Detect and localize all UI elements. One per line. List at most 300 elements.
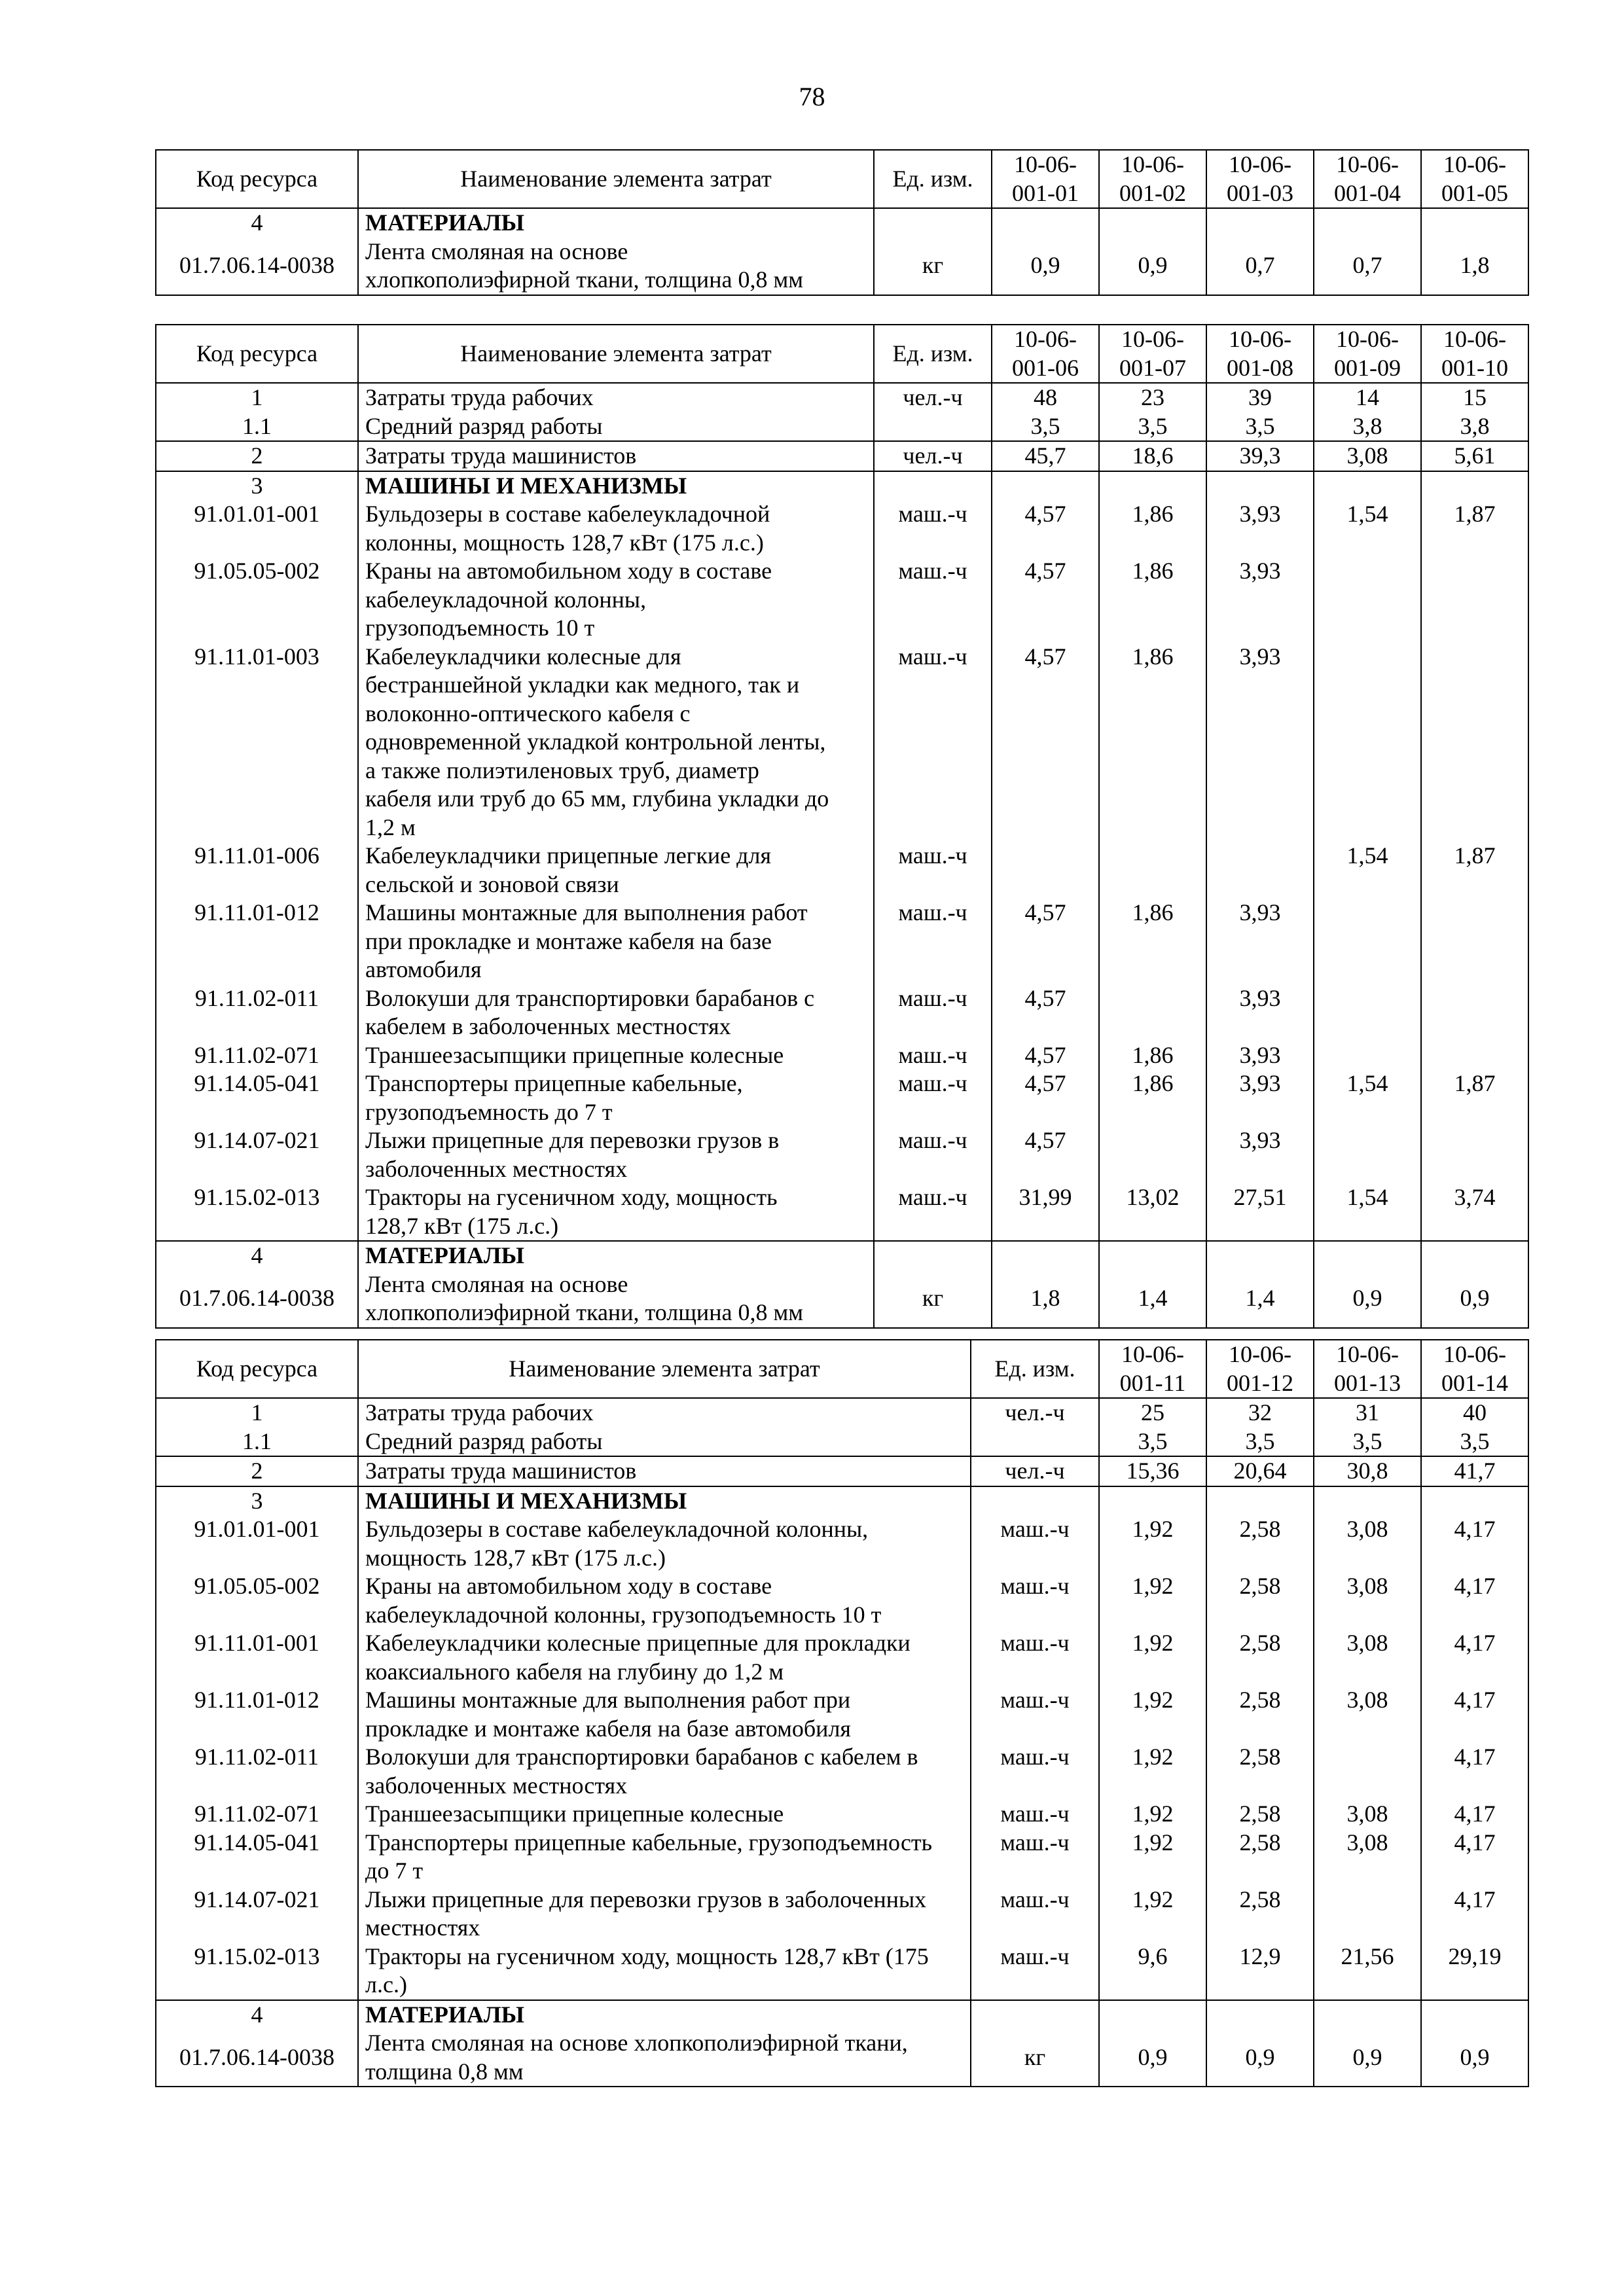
header-rate-code: 10-06- 001-01 <box>992 150 1099 208</box>
rate-value: 2,58 <box>1206 1629 1314 1686</box>
cost-element-name: Волокуши для транспортировки барабанов с кабелем в заболоченных местностях <box>358 1743 971 1800</box>
unit: маш.-ч <box>971 1829 1099 1886</box>
resource-code: 91.11.02-071 <box>156 1800 358 1829</box>
rate-value <box>1099 842 1206 899</box>
rate-value: 2,58 <box>1206 1572 1314 1629</box>
rate-value: 31,99 <box>992 1183 1099 1241</box>
resource-code: 1.1 <box>156 1427 358 1457</box>
header-rate-code: 10-06- 001-11 <box>1099 1340 1206 1398</box>
unit: маш.-ч <box>971 1686 1099 1743</box>
rate-value: 2,58 <box>1206 1743 1314 1800</box>
rate-value: 0,7 <box>1206 238 1314 295</box>
table-header-row <box>156 150 1528 208</box>
rate-value: 4,57 <box>992 643 1099 842</box>
rate-value <box>1206 2000 1314 2030</box>
header-code: Код ресурса <box>156 1340 358 1398</box>
rate-value: 3,5 <box>1206 412 1314 442</box>
header-unit: Ед. изм. <box>971 1340 1099 1398</box>
rate-value: 20,64 <box>1206 1456 1314 1486</box>
rate-value: 45,7 <box>992 441 1099 471</box>
rate-value: 0,9 <box>992 238 1099 295</box>
rate-value <box>1206 1241 1314 1270</box>
rate-value: 3,93 <box>1206 500 1314 557</box>
rate-value: 5,61 <box>1421 441 1528 471</box>
table-row <box>156 1270 1528 1328</box>
rate-value: 3,08 <box>1314 1572 1421 1629</box>
cost-element-name: МАТЕРИАЛЫ <box>358 2000 971 2030</box>
rate-value <box>1314 1241 1421 1270</box>
rate-value: 1,92 <box>1099 1629 1206 1686</box>
rate-value: 4,17 <box>1421 1629 1528 1686</box>
header-rate-code: 10-06- 001-09 <box>1314 325 1421 383</box>
resource-code: 91.05.05-002 <box>156 1572 358 1629</box>
rate-value: 0,9 <box>1421 1270 1528 1328</box>
resource-table-1 <box>155 149 1529 296</box>
rate-value: 3,5 <box>992 412 1099 442</box>
rate-value: 1,86 <box>1099 899 1206 984</box>
rate-value: 3,08 <box>1314 1686 1421 1743</box>
unit: маш.-ч <box>971 1629 1099 1686</box>
rate-value: 30,8 <box>1314 1456 1421 1486</box>
rate-value: 1,92 <box>1099 1515 1206 1572</box>
rate-value: 13,02 <box>1099 1183 1206 1241</box>
unit: маш.-ч <box>874 557 992 643</box>
rate-value: 21,56 <box>1314 1943 1421 2000</box>
cost-element-name: Траншеезасыпщики прицепные колесные <box>358 1041 874 1070</box>
unit: маш.-ч <box>874 1183 992 1241</box>
resource-code: 91.11.01-012 <box>156 899 358 984</box>
unit: чел.-ч <box>874 383 992 412</box>
table-row <box>156 1686 1528 1743</box>
resource-code: 91.14.05-041 <box>156 1829 358 1886</box>
rate-value: 3,93 <box>1206 1041 1314 1070</box>
rate-value: 3,74 <box>1421 1183 1528 1241</box>
rate-value: 4,57 <box>992 1069 1099 1126</box>
rate-value: 3,5 <box>1099 1427 1206 1457</box>
cost-element-name: Тракторы на гусеничном ходу, мощность 128,7 кВт (175 л.с.) <box>358 1183 874 1241</box>
rate-value: 0,9 <box>1421 2029 1528 2087</box>
cost-element-name: Бульдозеры в составе кабелеукладочной колонны, мощность 128,7 кВт (175 л.с.) <box>358 500 874 557</box>
rate-value: 1,87 <box>1421 500 1528 557</box>
page-number: 78 <box>799 82 825 111</box>
unit: маш.-ч <box>971 1743 1099 1800</box>
cost-element-name: МАШИНЫ И МЕХАНИЗМЫ <box>358 1486 971 1516</box>
header-rate-code: 10-06- 001-03 <box>1206 150 1314 208</box>
unit: чел.-ч <box>971 1398 1099 1427</box>
rate-value: 15,36 <box>1099 1456 1206 1486</box>
cost-element-name: Затраты труда рабочих <box>358 383 874 412</box>
rate-value: 1,92 <box>1099 1800 1206 1829</box>
header-unit: Ед. изм. <box>874 325 992 383</box>
table-row <box>156 1572 1528 1629</box>
resource-code: 91.11.01-012 <box>156 1686 358 1743</box>
table-row <box>156 842 1528 899</box>
unit: кг <box>971 2029 1099 2087</box>
rate-value: 0,9 <box>1099 238 1206 295</box>
unit: маш.-ч <box>874 1069 992 1126</box>
rate-value: 1,54 <box>1314 842 1421 899</box>
resource-code: 91.15.02-013 <box>156 1183 358 1241</box>
header-rate-code: 10-06- 001-14 <box>1421 1340 1528 1398</box>
rate-value: 3,08 <box>1314 1629 1421 1686</box>
rate-value: 1,4 <box>1099 1270 1206 1328</box>
rate-value: 1,87 <box>1421 842 1528 899</box>
rate-value: 1,86 <box>1099 643 1206 842</box>
rate-value <box>1314 1126 1421 1183</box>
rate-value: 1,92 <box>1099 1743 1206 1800</box>
cost-element-name: Машины монтажные для выполнения работ при прокладке и монтаже кабеля на базе автомобиля <box>358 899 874 984</box>
rate-value <box>1421 1486 1528 1516</box>
rate-value <box>1421 984 1528 1041</box>
rate-value: 1,92 <box>1099 1572 1206 1629</box>
resource-code: 1 <box>156 383 358 412</box>
rate-value <box>1099 1126 1206 1183</box>
rate-value <box>1421 2000 1528 2030</box>
table-row <box>156 643 1528 842</box>
cost-element-name: Лыжи прицепные для перевозки грузов в заболоченных местностях <box>358 1126 874 1183</box>
table-header-row <box>156 325 1528 383</box>
rate-value: 25 <box>1099 1398 1206 1427</box>
unit: кг <box>874 1270 992 1328</box>
table-row <box>156 383 1528 412</box>
rate-value: 1,86 <box>1099 500 1206 557</box>
cost-element-name: Лыжи прицепные для перевозки грузов в заболоченных местностях <box>358 1886 971 1943</box>
resource-code: 91.05.05-002 <box>156 557 358 643</box>
resource-code: 2 <box>156 1456 358 1486</box>
table-row <box>156 1629 1528 1686</box>
cost-element-name: Кабелеукладчики прицепные легкие для сельской и зоновой связи <box>358 842 874 899</box>
rate-value: 3,5 <box>1314 1427 1421 1457</box>
rate-value: 1,4 <box>1206 1270 1314 1328</box>
table-row <box>156 1126 1528 1183</box>
rate-value: 3,08 <box>1314 1515 1421 1572</box>
resource-code: 91.01.01-001 <box>156 1515 358 1572</box>
rate-value: 12,9 <box>1206 1943 1314 2000</box>
rate-value: 3,5 <box>1421 1427 1528 1457</box>
resource-table-3 <box>155 1339 1529 2087</box>
rate-value: 9,6 <box>1099 1943 1206 2000</box>
rate-value: 29,19 <box>1421 1943 1528 2000</box>
unit: маш.-ч <box>874 899 992 984</box>
rate-value <box>1099 984 1206 1041</box>
resource-code: 1.1 <box>156 412 358 442</box>
rate-value: 2,58 <box>1206 1829 1314 1886</box>
header-rate-code: 10-06- 001-05 <box>1421 150 1528 208</box>
unit <box>971 2000 1099 2030</box>
rate-value: 3,08 <box>1314 1829 1421 1886</box>
rate-value <box>1099 1241 1206 1270</box>
rate-value: 3,8 <box>1314 412 1421 442</box>
unit <box>874 1241 992 1270</box>
unit <box>874 471 992 501</box>
rate-value <box>1421 643 1528 842</box>
cost-element-name: Лента смоляная на основе хлопкополиэфирной ткани, толщина 0,8 мм <box>358 1270 874 1328</box>
rate-value: 2,58 <box>1206 1515 1314 1572</box>
cost-element-name: МАТЕРИАЛЫ <box>358 208 874 238</box>
resource-code: 4 <box>156 208 358 238</box>
cost-element-name: МАТЕРИАЛЫ <box>358 1241 874 1270</box>
table-row <box>156 1515 1528 1572</box>
resource-code: 2 <box>156 441 358 471</box>
resource-code: 91.14.05-041 <box>156 1069 358 1126</box>
table-row <box>156 2000 1528 2030</box>
rate-value <box>1206 208 1314 238</box>
rate-value <box>1314 1886 1421 1943</box>
unit <box>874 208 992 238</box>
cost-element-name: Затраты труда машинистов <box>358 441 874 471</box>
rate-value: 48 <box>992 383 1099 412</box>
rate-value <box>992 471 1099 501</box>
header-rate-code: 10-06- 001-07 <box>1099 325 1206 383</box>
rate-value: 4,57 <box>992 1041 1099 1070</box>
rate-value <box>992 842 1099 899</box>
cost-element-name: Средний разряд работы <box>358 1427 971 1457</box>
cost-element-name: Тракторы на гусеничном ходу, мощность 128,7 кВт (175 л.с.) <box>358 1943 971 2000</box>
rate-value: 4,17 <box>1421 1686 1528 1743</box>
rate-value: 3,93 <box>1206 984 1314 1041</box>
resource-code: 91.11.02-071 <box>156 1041 358 1070</box>
table-row <box>156 238 1528 295</box>
rate-value <box>1421 1041 1528 1070</box>
header-rate-code: 10-06- 001-08 <box>1206 325 1314 383</box>
rate-value: 14 <box>1314 383 1421 412</box>
unit: маш.-ч <box>971 1572 1099 1629</box>
table-row <box>156 1943 1528 2000</box>
rate-value: 4,17 <box>1421 1572 1528 1629</box>
table-row <box>156 500 1528 557</box>
rate-value: 39 <box>1206 383 1314 412</box>
table-row <box>156 1456 1528 1486</box>
table-header-row <box>156 1340 1528 1398</box>
rate-value: 4,17 <box>1421 1829 1528 1886</box>
unit: чел.-ч <box>874 441 992 471</box>
rate-value <box>992 208 1099 238</box>
table-row <box>156 2029 1528 2087</box>
rate-value <box>1314 2000 1421 2030</box>
rate-value <box>1314 899 1421 984</box>
rate-value <box>1314 984 1421 1041</box>
rate-value: 4,57 <box>992 899 1099 984</box>
rate-value: 23 <box>1099 383 1206 412</box>
rate-value <box>1099 2000 1206 2030</box>
header-rate-code: 10-06- 001-13 <box>1314 1340 1421 1398</box>
resource-code: 91.15.02-013 <box>156 1943 358 2000</box>
unit: маш.-ч <box>971 1943 1099 2000</box>
cost-element-name: МАШИНЫ И МЕХАНИЗМЫ <box>358 471 874 501</box>
unit: маш.-ч <box>874 984 992 1041</box>
table-row <box>156 557 1528 643</box>
rate-value: 27,51 <box>1206 1183 1314 1241</box>
rate-value: 3,93 <box>1206 1069 1314 1126</box>
unit: маш.-ч <box>874 1126 992 1183</box>
table-row <box>156 1183 1528 1241</box>
unit: маш.-ч <box>874 500 992 557</box>
resource-code: 91.11.01-006 <box>156 842 358 899</box>
rate-value: 3,5 <box>1206 1427 1314 1457</box>
unit: маш.-ч <box>874 643 992 842</box>
cost-element-name: Бульдозеры в составе кабелеукладочной колонны, мощность 128,7 кВт (175 л.с.) <box>358 1515 971 1572</box>
unit: маш.-ч <box>874 1041 992 1070</box>
resource-code: 91.14.07-021 <box>156 1126 358 1183</box>
table-row <box>156 1486 1528 1516</box>
rate-value: 1,8 <box>1421 238 1528 295</box>
rate-value <box>1421 471 1528 501</box>
rate-value <box>1421 1241 1528 1270</box>
cost-element-name: Машины монтажные для выполнения работ при прокладке и монтаже кабеля на базе автомобиля <box>358 1686 971 1743</box>
rate-value <box>992 1241 1099 1270</box>
rate-value <box>1421 208 1528 238</box>
cost-element-name: Затраты труда машинистов <box>358 1456 971 1486</box>
resource-code: 91.11.02-011 <box>156 1743 358 1800</box>
rate-value <box>1314 643 1421 842</box>
rate-value: 4,17 <box>1421 1886 1528 1943</box>
rate-value: 1,92 <box>1099 1829 1206 1886</box>
rate-value: 1,87 <box>1421 1069 1528 1126</box>
cost-element-name: Краны на автомобильном ходу в составе кабелеукладочной колонны, грузоподъемность 10 т <box>358 1572 971 1629</box>
header-name: Наименование элемента затрат <box>358 150 874 208</box>
rate-value: 1,86 <box>1099 1041 1206 1070</box>
unit <box>971 1486 1099 1516</box>
table-row <box>156 208 1528 238</box>
rate-value: 3,5 <box>1099 412 1206 442</box>
rate-value <box>1206 1486 1314 1516</box>
rate-value: 41,7 <box>1421 1456 1528 1486</box>
table-row <box>156 1800 1528 1829</box>
unit: маш.-ч <box>971 1886 1099 1943</box>
rate-value: 3,93 <box>1206 899 1314 984</box>
rate-value <box>1421 1126 1528 1183</box>
resource-code: 3 <box>156 471 358 501</box>
rate-value: 0,9 <box>1099 2029 1206 2087</box>
rate-value: 1,86 <box>1099 1069 1206 1126</box>
table-row <box>156 1427 1528 1457</box>
rate-value: 3,08 <box>1314 1800 1421 1829</box>
table-row <box>156 1829 1528 1886</box>
rate-value: 4,57 <box>992 557 1099 643</box>
header-name: Наименование элемента затрат <box>358 1340 971 1398</box>
table-row <box>156 441 1528 471</box>
resource-code: 01.7.06.14-0038 <box>156 238 358 295</box>
header-rate-code: 10-06- 001-06 <box>992 325 1099 383</box>
unit: кг <box>874 238 992 295</box>
rate-value: 1,54 <box>1314 1069 1421 1126</box>
table-row <box>156 1743 1528 1800</box>
resource-code: 91.11.01-001 <box>156 1629 358 1686</box>
rate-value <box>1099 1486 1206 1516</box>
table-row <box>156 984 1528 1041</box>
header-rate-code: 10-06- 001-10 <box>1421 325 1528 383</box>
rate-value <box>1314 1041 1421 1070</box>
table-row <box>156 899 1528 984</box>
unit: маш.-ч <box>874 842 992 899</box>
unit: чел.-ч <box>971 1456 1099 1486</box>
rate-value <box>1206 471 1314 501</box>
rate-value <box>1314 208 1421 238</box>
cost-element-name: Средний разряд работы <box>358 412 874 442</box>
rate-value <box>1421 557 1528 643</box>
rate-value: 3,93 <box>1206 643 1314 842</box>
header-name: Наименование элемента затрат <box>358 325 874 383</box>
cost-element-name: Затраты труда рабочих <box>358 1398 971 1427</box>
rate-value: 4,17 <box>1421 1515 1528 1572</box>
header-rate-code: 10-06- 001-12 <box>1206 1340 1314 1398</box>
rate-value <box>1099 471 1206 501</box>
rate-value: 1,92 <box>1099 1686 1206 1743</box>
unit <box>971 1427 1099 1457</box>
resource-code: 1 <box>156 1398 358 1427</box>
rate-value <box>1314 471 1421 501</box>
resource-code: 91.14.07-021 <box>156 1886 358 1943</box>
table-row <box>156 471 1528 501</box>
header-unit: Ед. изм. <box>874 150 992 208</box>
rate-value: 2,58 <box>1206 1686 1314 1743</box>
table-row <box>156 1069 1528 1126</box>
rate-value: 4,17 <box>1421 1800 1528 1829</box>
resource-table-2 <box>155 324 1529 1329</box>
table-row <box>156 1041 1528 1070</box>
rate-value: 32 <box>1206 1398 1314 1427</box>
rate-value <box>1314 1743 1421 1800</box>
header-rate-code: 10-06- 001-04 <box>1314 150 1421 208</box>
cost-element-name: Лента смоляная на основе хлопкополиэфирной ткани, толщина 0,8 мм <box>358 2029 971 2087</box>
cost-element-name: Лента смоляная на основе хлопкополиэфирной ткани, толщина 0,8 мм <box>358 238 874 295</box>
rate-value: 31 <box>1314 1398 1421 1427</box>
rate-value: 0,7 <box>1314 238 1421 295</box>
table-row <box>156 1398 1528 1427</box>
rate-value: 3,8 <box>1421 412 1528 442</box>
unit: маш.-ч <box>971 1800 1099 1829</box>
resource-code: 01.7.06.14-0038 <box>156 2029 358 2087</box>
rate-value: 1,54 <box>1314 500 1421 557</box>
rate-value: 18,6 <box>1099 441 1206 471</box>
rate-value: 4,57 <box>992 1126 1099 1183</box>
rate-value: 39,3 <box>1206 441 1314 471</box>
rate-value <box>1206 842 1314 899</box>
rate-value <box>1099 208 1206 238</box>
cost-element-name: Транспортеры прицепные кабельные, грузоподъемность до 7 т <box>358 1829 971 1886</box>
rate-value: 1,92 <box>1099 1886 1206 1943</box>
rate-value <box>1314 557 1421 643</box>
rate-value: 4,57 <box>992 984 1099 1041</box>
header-code: Код ресурса <box>156 150 358 208</box>
rate-value: 0,9 <box>1314 1270 1421 1328</box>
cost-element-name: Краны на автомобильном ходу в составе кабелеукладочной колонны, грузоподъемность 10 т <box>358 557 874 643</box>
rate-value: 4,57 <box>992 500 1099 557</box>
rate-value: 1,54 <box>1314 1183 1421 1241</box>
rate-value: 1,8 <box>992 1270 1099 1328</box>
rate-value: 1,86 <box>1099 557 1206 643</box>
resource-code: 91.11.01-003 <box>156 643 358 842</box>
rate-value <box>1421 899 1528 984</box>
cost-element-name: Траншеезасыпщики прицепные колесные <box>358 1800 971 1829</box>
rate-value: 0,9 <box>1206 2029 1314 2087</box>
rate-value: 3,93 <box>1206 557 1314 643</box>
resource-code: 91.01.01-001 <box>156 500 358 557</box>
rate-value: 4,17 <box>1421 1743 1528 1800</box>
resource-code: 4 <box>156 2000 358 2030</box>
rate-value: 2,58 <box>1206 1800 1314 1829</box>
table-row <box>156 1886 1528 1943</box>
rate-value: 15 <box>1421 383 1528 412</box>
rate-value <box>1314 1486 1421 1516</box>
rate-value: 3,93 <box>1206 1126 1314 1183</box>
rate-value: 2,58 <box>1206 1886 1314 1943</box>
table-row <box>156 412 1528 442</box>
header-rate-code: 10-06- 001-02 <box>1099 150 1206 208</box>
unit <box>874 412 992 442</box>
header-code: Код ресурса <box>156 325 358 383</box>
cost-element-name: Транспортеры прицепные кабельные, грузоподъемность до 7 т <box>358 1069 874 1126</box>
